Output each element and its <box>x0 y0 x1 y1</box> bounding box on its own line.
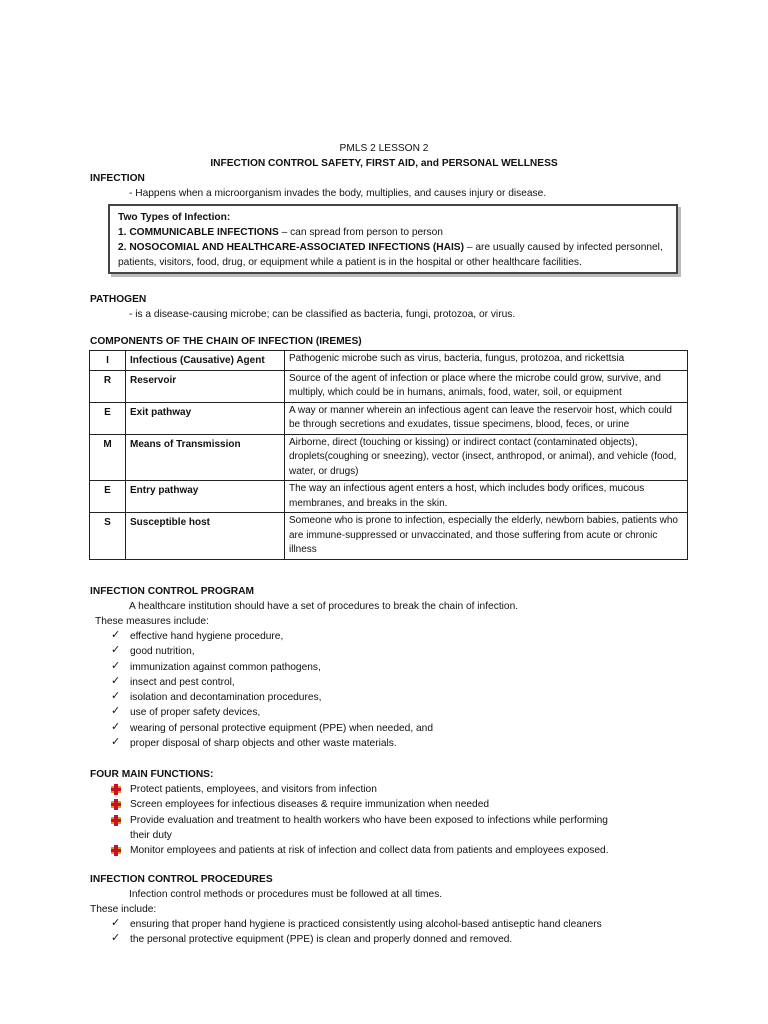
list-item: ✓ insect and pest control, <box>111 674 235 688</box>
list-item: ✓ immunization against common pathogens, <box>111 659 321 673</box>
infection-types-box <box>108 204 678 274</box>
course-label: PMLS 2 LESSON 2 <box>339 143 429 154</box>
list-item: Screen employees for infectious diseases & require immunization when needed <box>111 797 609 812</box>
check-icon: ✓ <box>111 932 121 945</box>
table-row: S Susceptible host Someone who is prone to infection, especially the elderly, newborn babies, patients who are immune-suppressed or unvaccinated, and those suffering from acute or chronic illness <box>90 513 688 560</box>
pathogen-definition: - is a disease-causing microbe; can be classified as bacteria, fungi, protozoa, or virus. <box>129 309 516 320</box>
infection-definition: - Happens when a microorganism invades the body, multiplies, and causes injury or disease. <box>129 188 547 199</box>
procedures-intro: Infection control methods or procedures must be followed at all times. <box>129 889 443 900</box>
plus-flag-icon <box>111 847 121 854</box>
check-icon: ✓ <box>111 917 121 929</box>
chain-of-infection-table <box>89 350 688 560</box>
plus-flag-icon <box>111 786 121 793</box>
procedures-list <box>111 917 602 948</box>
check-icon: ✓ <box>111 674 121 687</box>
list-item: Protect patients, employees, and visitors from infection <box>111 782 609 797</box>
list-item: ✓ isolation and decontamination procedures, <box>111 690 322 704</box>
table-row: E Exit pathway A way or manner wherein an infectious agent can leave the reservoir host, which could be through secretions and exudates, tissue specimens, blood, feces, or urine <box>90 402 688 434</box>
list-item-cont: their duty <box>130 829 172 841</box>
check-icon: ✓ <box>111 736 121 749</box>
list-item: ✓ use of proper safety devices, <box>111 705 261 719</box>
pathogen-heading: PATHOGEN <box>90 294 147 305</box>
table-row: R Reservoir Source of the agent of infection or place where the microbe could grow, survive, and multiply, which could be in humans, animals, food, water, soil, or equipment <box>90 370 688 402</box>
type-nosocomial: 2. NOSOCOMIAL AND HEALTHCARE-ASSOCIATED INFECTIONS (HAIS) – are usually caused by infected personnel, <box>118 242 663 253</box>
check-icon: ✓ <box>111 659 121 672</box>
check-icon: ✓ <box>111 644 121 657</box>
plus-flag-icon <box>111 817 121 824</box>
list-item: ✓ proper disposal of sharp objects and other waste materials. <box>111 736 397 750</box>
procedures-heading: INFECTION CONTROL PROCEDURES <box>90 874 273 885</box>
check-icon: ✓ <box>111 690 121 703</box>
functions-list <box>111 782 609 858</box>
list-item: ✓ good nutrition, <box>111 644 195 658</box>
list-item: ✓ the personal protective equipment (PPE) is clean and properly donned and removed. <box>111 932 513 946</box>
document-title: INFECTION CONTROL SAFETY, FIRST AID, and PERSONAL WELLNESS <box>210 158 558 169</box>
chain-heading: COMPONENTS OF THE CHAIN OF INFECTION (IREMES) <box>90 336 362 347</box>
plus-flag-icon <box>111 801 121 808</box>
list-item: ✓ ensuring that proper hand hygiene is practiced consistently using alcohol-based antiseptic hand cleaners <box>111 917 602 930</box>
program-heading: INFECTION CONTROL PROGRAM <box>90 586 254 597</box>
types-heading: Two Types of Infection: <box>118 212 231 223</box>
table-row: M Means of Transmission Airborne, direct (touching or kissing) or indirect contact (contaminated objects), droplets(coughing or sneezing), vector (insect, anthropod, or animal), and vehicle (food, water, or drugs) <box>90 434 688 481</box>
infection-heading: INFECTION <box>90 173 145 184</box>
program-intro: A healthcare institution should have a set of procedures to break the chain of infection. <box>129 601 519 612</box>
type-communicable: 1. COMMUNICABLE INFECTIONS – can spread from person to person <box>118 227 443 238</box>
measures-list <box>111 629 433 751</box>
functions-heading: FOUR MAIN FUNCTIONS: <box>90 769 214 780</box>
list-item: ✓ effective hand hygiene procedure, <box>111 629 284 642</box>
table-row: I Infectious (Causative) Agent Pathogenic microbe such as virus, bacteria, fungus, protozoa, and rickettsia <box>90 351 688 371</box>
measures-label: These measures include: <box>95 616 209 627</box>
list-item: Provide evaluation and treatment to health workers who have been exposed to infections while performing <box>111 813 609 828</box>
type-nosocomial-cont: patients, visitors, food, drug, or equipment while a patient is in the hospital or other healthcare facilities. <box>118 257 582 268</box>
check-icon: ✓ <box>111 629 121 641</box>
check-icon: ✓ <box>111 720 121 733</box>
procedures-label: These include: <box>90 904 157 915</box>
list-item: Monitor employees and patients at risk of infection and collect data from patients and employees exposed. <box>111 843 609 858</box>
check-icon: ✓ <box>111 705 121 718</box>
list-item: ✓ wearing of personal protective equipment (PPE) when needed, and <box>111 720 433 734</box>
table-row: E Entry pathway The way an infectious agent enters a host, which includes body orifices, mucous membranes, and breaks in the skin. <box>90 481 688 513</box>
